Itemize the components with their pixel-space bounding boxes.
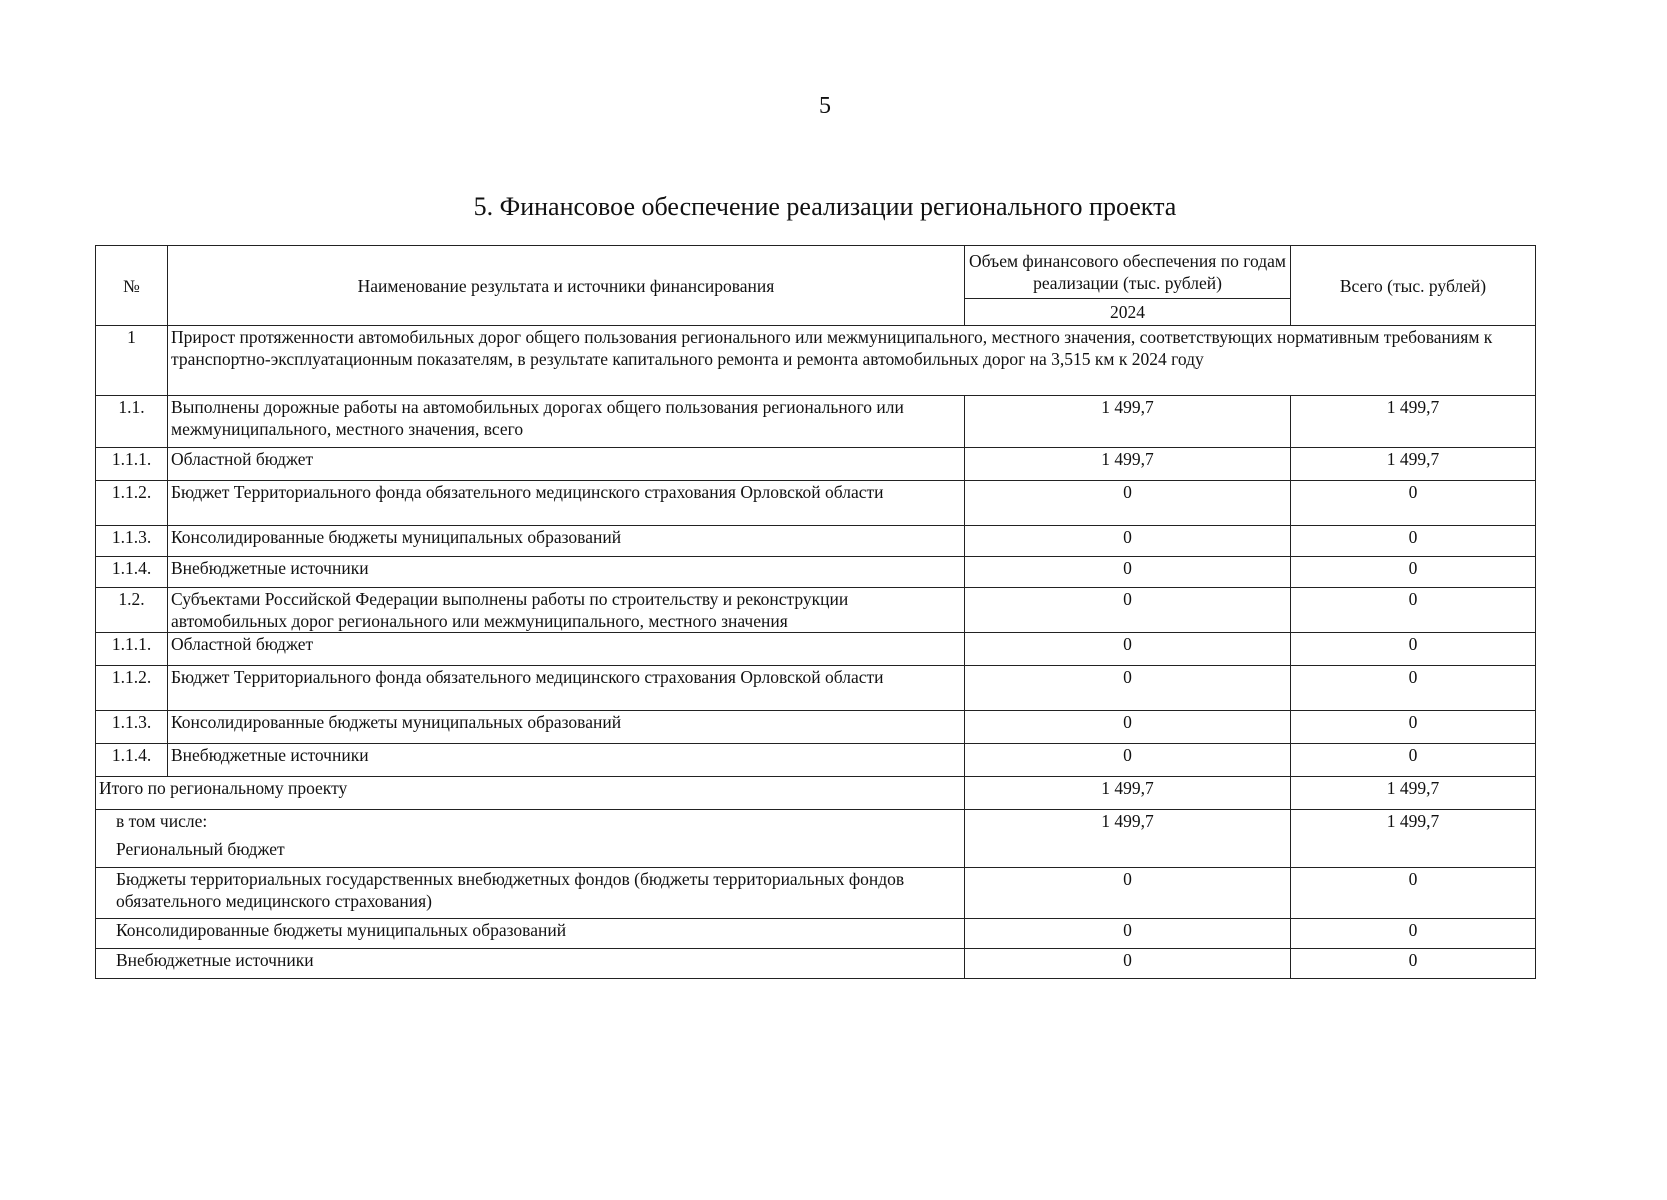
breakdown-name: Бюджеты территориальных государственных внебюджетных фондов (бюджеты территориальных фондов обязательного медицинского страхования)	[96, 868, 965, 919]
result-description: Прирост протяженности автомобильных дорог общего пользования регионального или межмуниципального, местного значения, соответствующих нормативным требованиям к транспортно-эксплуатационным показателям, в результате капитального ремонта и ремонта автомобильных дорог на 3,515 км к 2024 году	[168, 326, 1536, 396]
row-name: Консолидированные бюджеты муниципальных образований	[168, 711, 965, 744]
row-name: Субъектами Российской Федерации выполнены работы по строительству и реконструкции автомобильных дорог регионального или межмуниципального, местного значения	[168, 588, 965, 633]
row-total: 0	[1291, 526, 1536, 557]
row-total: 0	[1291, 588, 1536, 633]
row-name: Консолидированные бюджеты муниципальных образований	[168, 526, 965, 557]
row-name: Выполнены дорожные работы на автомобильных дорогах общего пользования регионального или межмуниципального, местного значения, всего	[168, 396, 965, 448]
row-2024: 0	[965, 588, 1291, 633]
row-number: 1.1.1.	[96, 633, 168, 666]
row-number: 1.1.2.	[96, 481, 168, 526]
header-num: №	[96, 246, 168, 326]
row-2024: 1 499,7	[965, 396, 1291, 448]
breakdown-total: 0	[1291, 868, 1536, 919]
result-row	[96, 326, 1536, 396]
breakdown-name: Консолидированные бюджеты муниципальных образований	[96, 919, 965, 949]
regional-budget-total: 1 499,7	[1291, 810, 1536, 868]
row-number: 1.2.	[96, 588, 168, 633]
row-number: 1.1.3.	[96, 711, 168, 744]
row-name: Областной бюджет	[168, 448, 965, 481]
row-2024: 0	[965, 666, 1291, 711]
row-2024: 0	[965, 557, 1291, 588]
breakdown-2024: 0	[965, 919, 1291, 949]
row-number: 1.1.	[96, 396, 168, 448]
row-number: 1	[96, 326, 168, 396]
section-title: 5. Финансовое обеспечение реализации регионального проекта	[473, 192, 1177, 221]
row-name: Областной бюджет	[168, 633, 965, 666]
row-name: Внебюджетные источники	[168, 744, 965, 777]
row-name: Бюджет Территориального фонда обязательного медицинского страхования Орловской области	[168, 481, 965, 526]
row-2024: 0	[965, 633, 1291, 666]
table-row	[96, 711, 1536, 744]
row-number: 1.1.4.	[96, 744, 168, 777]
row-2024: 1 499,7	[965, 448, 1291, 481]
row-name: Бюджет Территориального фонда обязательного медицинского страхования Орловской области	[168, 666, 965, 711]
breakdown-row	[96, 868, 1536, 919]
table-row	[96, 633, 1536, 666]
row-2024: 0	[965, 711, 1291, 744]
row-total: 0	[1291, 557, 1536, 588]
row-total: 0	[1291, 744, 1536, 777]
including-label: в том числе:	[116, 811, 208, 831]
breakdown-name: Внебюджетные источники	[96, 949, 965, 979]
regional-budget-label: Региональный бюджет	[116, 839, 285, 859]
totals-label: Итого по региональному проекту	[96, 777, 965, 810]
page-number: 5	[819, 93, 831, 119]
header-total: Всего (тыс. рублей)	[1291, 246, 1536, 326]
row-2024: 0	[965, 526, 1291, 557]
table-row	[96, 557, 1536, 588]
table-row	[96, 448, 1536, 481]
row-total: 1 499,7	[1291, 448, 1536, 481]
totals-2024: 1 499,7	[965, 777, 1291, 810]
header-volume: Объем финансового обеспечения по годам реализации (тыс. рублей)	[965, 246, 1291, 299]
totals-total: 1 499,7	[1291, 777, 1536, 810]
table-row	[96, 481, 1536, 526]
breakdown-total: 0	[1291, 949, 1536, 979]
row-number: 1.1.1.	[96, 448, 168, 481]
row-total: 0	[1291, 481, 1536, 526]
breakdown-2024: 0	[965, 868, 1291, 919]
row-number: 1.1.3.	[96, 526, 168, 557]
row-total: 0	[1291, 711, 1536, 744]
breakdown-2024: 0	[965, 949, 1291, 979]
table-row	[96, 666, 1536, 711]
financing-table	[95, 245, 1536, 979]
row-2024: 0	[965, 481, 1291, 526]
table-row	[96, 588, 1536, 633]
table-row	[96, 526, 1536, 557]
table-row	[96, 744, 1536, 777]
row-number: 1.1.4.	[96, 557, 168, 588]
regional-budget-row	[96, 810, 1536, 868]
row-total: 0	[1291, 633, 1536, 666]
breakdown-total: 0	[1291, 919, 1536, 949]
totals-row	[96, 777, 1536, 810]
breakdown-row	[96, 919, 1536, 949]
row-number: 1.1.2.	[96, 666, 168, 711]
header-year: 2024	[965, 299, 1291, 326]
regional-budget-2024: 1 499,7	[965, 810, 1291, 868]
row-total: 0	[1291, 666, 1536, 711]
table-row	[96, 396, 1536, 448]
row-total: 1 499,7	[1291, 396, 1536, 448]
breakdown-row	[96, 949, 1536, 979]
row-name: Внебюджетные источники	[168, 557, 965, 588]
header-name: Наименование результата и источники финансирования	[168, 246, 965, 326]
row-2024: 0	[965, 744, 1291, 777]
